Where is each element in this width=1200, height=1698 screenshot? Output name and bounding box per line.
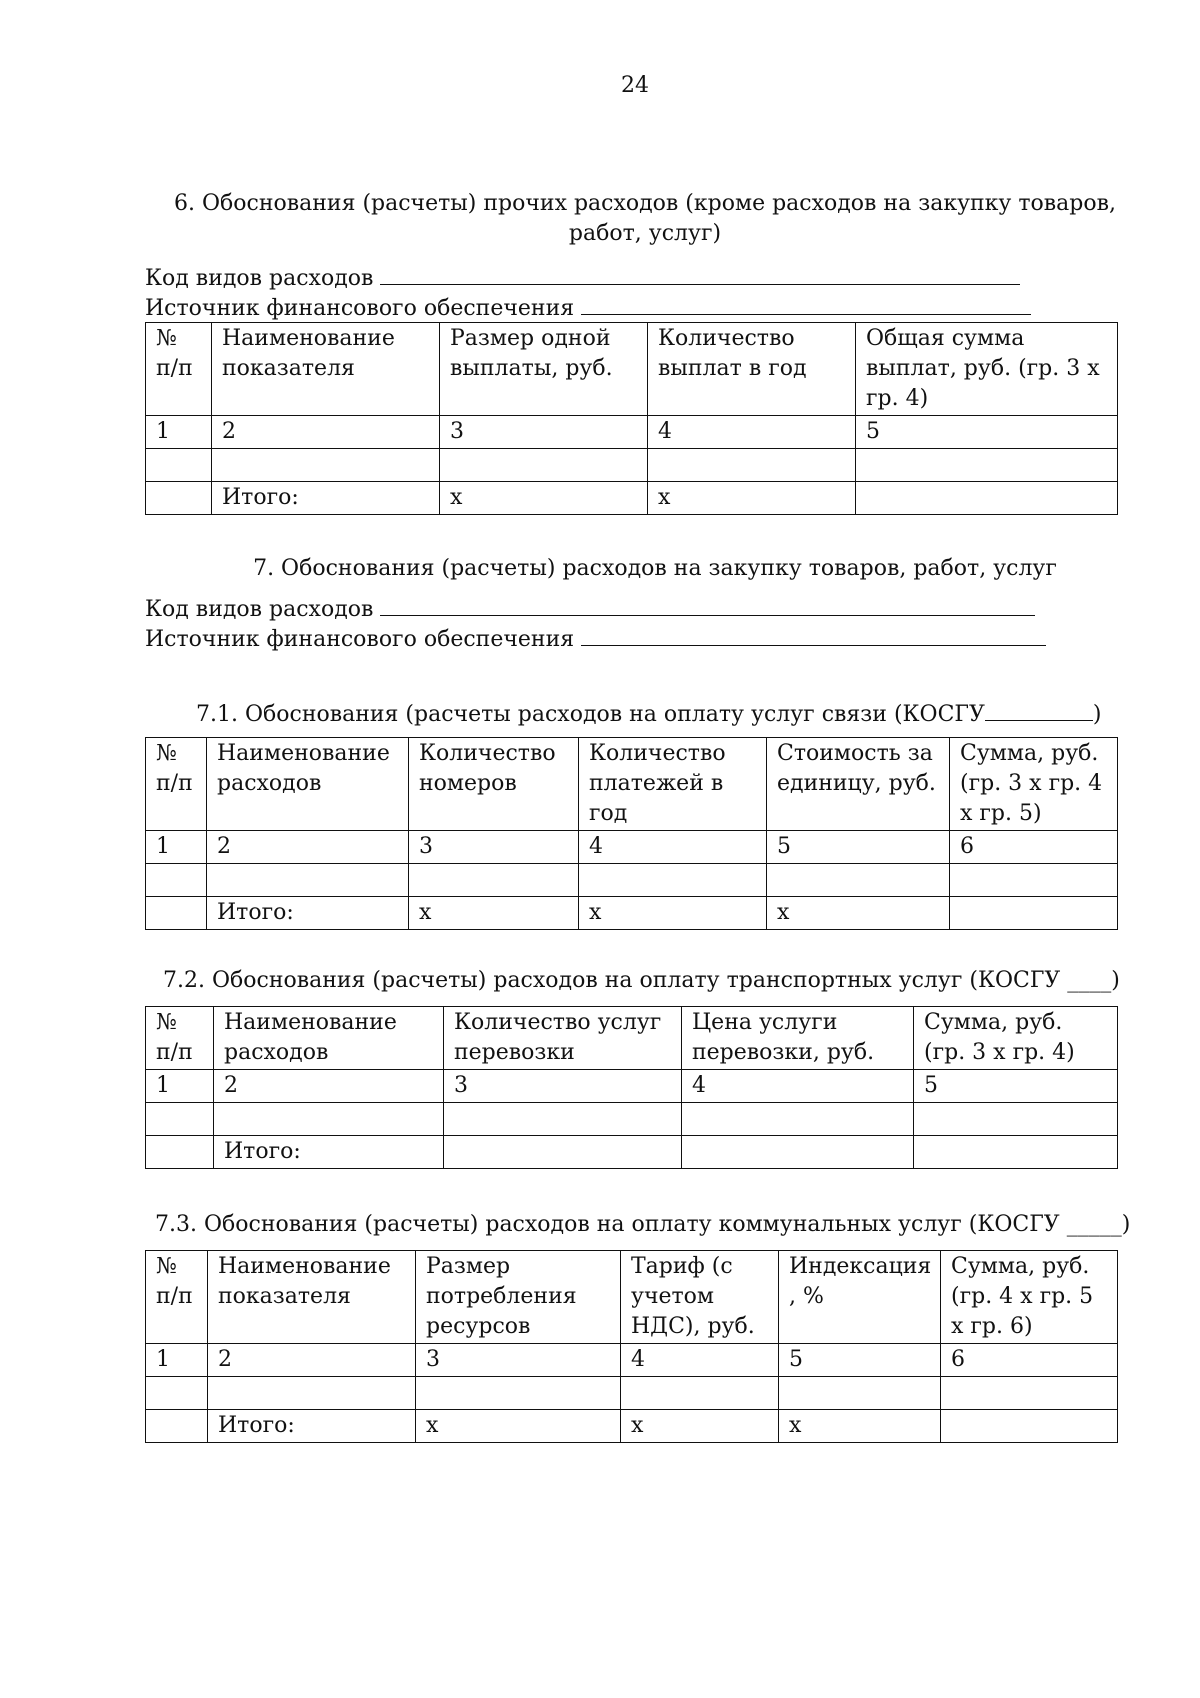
section-7-1-title: [196, 698, 1101, 730]
empty-cell[interactable]: [146, 864, 207, 897]
total-cell: х: [440, 482, 648, 515]
total-cell[interactable]: [941, 1410, 1118, 1443]
number-cell: 5: [767, 831, 950, 864]
number-cell: 6: [950, 831, 1118, 864]
table-empty-row: [146, 1103, 1118, 1136]
total-cell: Итого:: [212, 482, 440, 515]
empty-cell[interactable]: [208, 1377, 416, 1410]
table-header-row: [146, 738, 1118, 831]
number-cell: 4: [648, 416, 856, 449]
number-cell: 3: [416, 1344, 621, 1377]
section-7-1-title-end: ): [1092, 702, 1102, 727]
header-cell: № п/п: [146, 738, 207, 831]
number-cell: 5: [779, 1344, 941, 1377]
section-6-source-field: [145, 292, 1031, 324]
empty-cell[interactable]: [950, 864, 1118, 897]
header-cell: Количество платежей в год: [579, 738, 767, 831]
code-label: Код видов расходов: [145, 597, 374, 622]
empty-cell[interactable]: [856, 449, 1118, 482]
code-blank[interactable]: [380, 593, 1035, 616]
total-cell[interactable]: [682, 1136, 914, 1169]
table-empty-row: [146, 864, 1118, 897]
table-empty-row: [146, 449, 1118, 482]
header-cell: Стоимость за единицу, руб.: [767, 738, 950, 831]
section-7-2-title: 7.2. Обоснования (расчеты) расходов на оплату транспортных услуг (КОСГУ ____): [163, 968, 1120, 993]
total-cell[interactable]: [444, 1136, 682, 1169]
header-cell: Наименование показателя: [212, 323, 440, 416]
header-cell: Сумма, руб. (гр. 4 х гр. 5 х гр. 6): [941, 1251, 1118, 1344]
section-6-title-line2: работ, услуг): [568, 221, 722, 246]
total-cell: х: [579, 897, 767, 930]
empty-cell[interactable]: [767, 864, 950, 897]
total-cell: х: [779, 1410, 941, 1443]
total-cell: [146, 897, 207, 930]
header-cell: Размер одной выплаты, руб.: [440, 323, 648, 416]
empty-cell[interactable]: [212, 449, 440, 482]
section-7-source-field: [145, 623, 1046, 655]
table-header-row: [146, 323, 1118, 416]
number-cell: 1: [146, 1344, 208, 1377]
table-total-row: [146, 482, 1118, 515]
source-blank[interactable]: [581, 623, 1046, 646]
total-cell[interactable]: [856, 482, 1118, 515]
header-cell: Сумма, руб. (гр. 3 х гр. 4): [914, 1007, 1118, 1070]
table-header-row: [146, 1007, 1118, 1070]
section-7-1-title-text: 7.1. Обоснования (расчеты расходов на оплату услуг связи (КОСГУ: [196, 702, 985, 727]
code-blank[interactable]: [380, 262, 1020, 285]
number-cell: 2: [212, 416, 440, 449]
number-cell: 6: [941, 1344, 1118, 1377]
section-7-2-table: [145, 1006, 1118, 1169]
number-cell: 3: [444, 1070, 682, 1103]
empty-cell[interactable]: [146, 449, 212, 482]
header-cell: Количество выплат в год: [648, 323, 856, 416]
empty-cell[interactable]: [146, 1103, 214, 1136]
header-cell: Тариф (с учетом НДС), руб.: [621, 1251, 779, 1344]
number-cell: 2: [214, 1070, 444, 1103]
table-total-row: [146, 1410, 1118, 1443]
table-number-row: [146, 1344, 1118, 1377]
empty-cell[interactable]: [207, 864, 409, 897]
total-cell: [146, 482, 212, 515]
section-7-3-title: 7.3. Обоснования (расчеты) расходов на оплату коммунальных услуг (КОСГУ _____): [155, 1212, 1131, 1237]
section-6-title-line1: 6. Обоснования (расчеты) прочих расходов (кроме расходов на закупку товаров,: [174, 191, 1116, 216]
empty-cell[interactable]: [440, 449, 648, 482]
header-cell: Индексация , %: [779, 1251, 941, 1344]
total-cell: х: [409, 897, 579, 930]
empty-cell[interactable]: [941, 1377, 1118, 1410]
table-total-row: [146, 1136, 1118, 1169]
empty-cell[interactable]: [779, 1377, 941, 1410]
header-cell: Наименование показателя: [208, 1251, 416, 1344]
source-blank[interactable]: [581, 292, 1031, 315]
empty-cell[interactable]: [648, 449, 856, 482]
total-cell: [146, 1136, 214, 1169]
number-cell: 5: [856, 416, 1118, 449]
header-cell: Сумма, руб. (гр. 3 х гр. 4 х гр. 5): [950, 738, 1118, 831]
number-cell: 2: [208, 1344, 416, 1377]
total-cell[interactable]: [950, 897, 1118, 930]
number-cell: 1: [146, 1070, 214, 1103]
empty-cell[interactable]: [621, 1377, 779, 1410]
header-cell: Размер потребления ресурсов: [416, 1251, 621, 1344]
section-7-1-table: [145, 737, 1118, 930]
total-cell: х: [648, 482, 856, 515]
empty-cell[interactable]: [416, 1377, 621, 1410]
number-cell: 1: [146, 831, 207, 864]
header-cell: Цена услуги перевозки, руб.: [682, 1007, 914, 1070]
empty-cell[interactable]: [146, 1377, 208, 1410]
total-cell: Итого:: [208, 1410, 416, 1443]
header-cell: Наименование расходов: [214, 1007, 444, 1070]
total-cell: х: [621, 1410, 779, 1443]
empty-cell[interactable]: [444, 1103, 682, 1136]
empty-cell[interactable]: [579, 864, 767, 897]
header-cell: № п/п: [146, 1251, 208, 1344]
header-cell: Наименование расходов: [207, 738, 409, 831]
header-cell: № п/п: [146, 323, 212, 416]
section-6-code-field: [145, 262, 1020, 294]
source-label: Источник финансового обеспечения: [145, 627, 575, 652]
number-cell: 3: [409, 831, 579, 864]
header-cell: Количество номеров: [409, 738, 579, 831]
number-cell: 5: [914, 1070, 1118, 1103]
page-number: 24: [621, 73, 649, 98]
number-cell: 2: [207, 831, 409, 864]
header-cell: № п/п: [146, 1007, 214, 1070]
table-total-row: [146, 897, 1118, 930]
number-cell: 3: [440, 416, 648, 449]
empty-cell[interactable]: [914, 1103, 1118, 1136]
total-cell: [146, 1410, 208, 1443]
code-label: Код видов расходов: [145, 266, 374, 291]
empty-cell[interactable]: [682, 1103, 914, 1136]
kosgu-blank[interactable]: [985, 698, 1093, 721]
table-number-row: [146, 1070, 1118, 1103]
table-empty-row: [146, 1377, 1118, 1410]
empty-cell[interactable]: [214, 1103, 444, 1136]
section-6-table: [145, 322, 1118, 515]
table-header-row: [146, 1251, 1118, 1344]
number-cell: 4: [579, 831, 767, 864]
header-cell: Общая сумма выплат, руб. (гр. 3 х гр. 4): [856, 323, 1118, 416]
empty-cell[interactable]: [409, 864, 579, 897]
total-cell: х: [767, 897, 950, 930]
total-cell: Итого:: [207, 897, 409, 930]
number-cell: 4: [682, 1070, 914, 1103]
section-7-title: 7. Обоснования (расчеты) расходов на закупку товаров, работ, услуг: [253, 556, 1057, 581]
table-number-row: [146, 416, 1118, 449]
source-label: Источник финансового обеспечения: [145, 296, 575, 321]
table-number-row: [146, 831, 1118, 864]
section-7-3-table: [145, 1250, 1118, 1443]
total-cell: х: [416, 1410, 621, 1443]
number-cell: 4: [621, 1344, 779, 1377]
header-cell: Количество услуг перевозки: [444, 1007, 682, 1070]
section-7-code-field: [145, 593, 1035, 625]
number-cell: 1: [146, 416, 212, 449]
total-cell[interactable]: [914, 1136, 1118, 1169]
total-cell: Итого:: [214, 1136, 444, 1169]
